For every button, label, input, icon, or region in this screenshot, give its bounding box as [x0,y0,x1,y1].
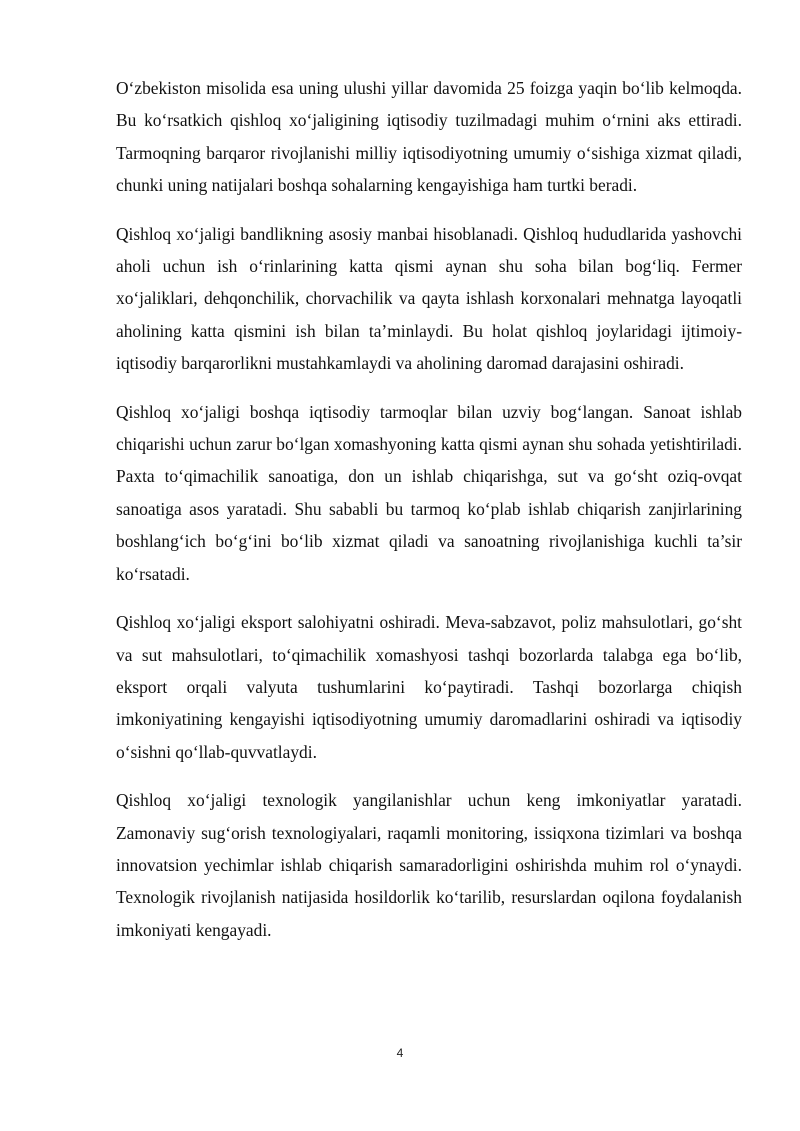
paragraph: O‘zbekiston misolida esa uning ulushi yillar davomida 25 foizga yaqin bo‘lib kelmoqda. Bu ko‘rsatkich qishloq xo‘jaligining iqtisodiy tuzilmadagi muhim o‘rnini aks ettiradi. Tarmoqning barqaror rivojlanishi milliy iqtisodiyotning umumiy o‘sishiga xizmat qiladi, chunki uning natijalari boshqa sohalarning kengayishiga ham turtki beradi. [116,78,742,196]
paragraph: Qishloq xo‘jaligi eksport salohiyatni oshiradi. Meva-sabzavot, poliz mahsulotlari, go‘sht va sut mahsulotlari, to‘qimachilik xomashyosi tashqi bozorlarda talabga ega bo‘lib, eksport orqali valyuta tushumlarini ko‘paytiradi. Tashqi bozorlarga chiqish imkoniyatining kengayishi iqtisodiyotning umumiy daromadlarini oshiradi va iqtisodiy o‘sishni qo‘llab-quvvatlaydi. [116,612,742,762]
paragraph: Qishloq xo‘jaligi boshqa iqtisodiy tarmoqlar bilan uzviy bog‘langan. Sanoat ishlab chiqarishi uchun zarur bo‘lgan xomashyoning katta qismi aynan shu sohada yetishtiriladi. Paxta to‘qimachilik sanoatiga, don un ishlab chiqarishga, sut va go‘sht oziq-ovqat sanoatiga asos yaratadi. Shu sababli bu tarmoq ko‘plab ishlab chiqarish zanjirlarining boshlang‘ich bo‘g‘ini bo‘lib xizmat qiladi va sanoatning rivojlanishiga kuchli ta’sir ko‘rsatadi. [116,401,742,584]
document-body [116,72,742,962]
paragraph: Qishloq xo‘jaligi bandlikning asosiy manbai hisoblanadi. Qishloq hududlarida yashovchi aholi uchun ish o‘rinlarining katta qismi aynan shu soha bilan bog‘liq. Fermer xo‘jaliklari, dehqonchilik, chorvachilik va qayta ishlash korxonalari mehnatga layoqatli aholining katta qismini ish bilan ta’minlaydi. Bu holat qishloq joylaridagi ijtimoiy-iqtisodiy barqarorlikni mustahkamlaydi va aholining daromad darajasini oshiradi. [116,223,742,374]
page-number: 4 [396,1046,404,1060]
paragraph: Qishloq xo‘jaligi texnologik yangilanishlar uchun keng imkoniyatlar yaratadi. Zamonaviy sug‘orish texnologiyalari, raqamli monitoring, issiqxona tizimlari va boshqa innovatsion yechimlar ishlab chiqarish samaradorligini oshirishda muhim rol o‘ynaydi. Texnologik rivojlanish natijasida hosildorlik ko‘tarilib, resurslardan oqilona foydalanish imkoniyati kengayadi. [116,790,742,940]
